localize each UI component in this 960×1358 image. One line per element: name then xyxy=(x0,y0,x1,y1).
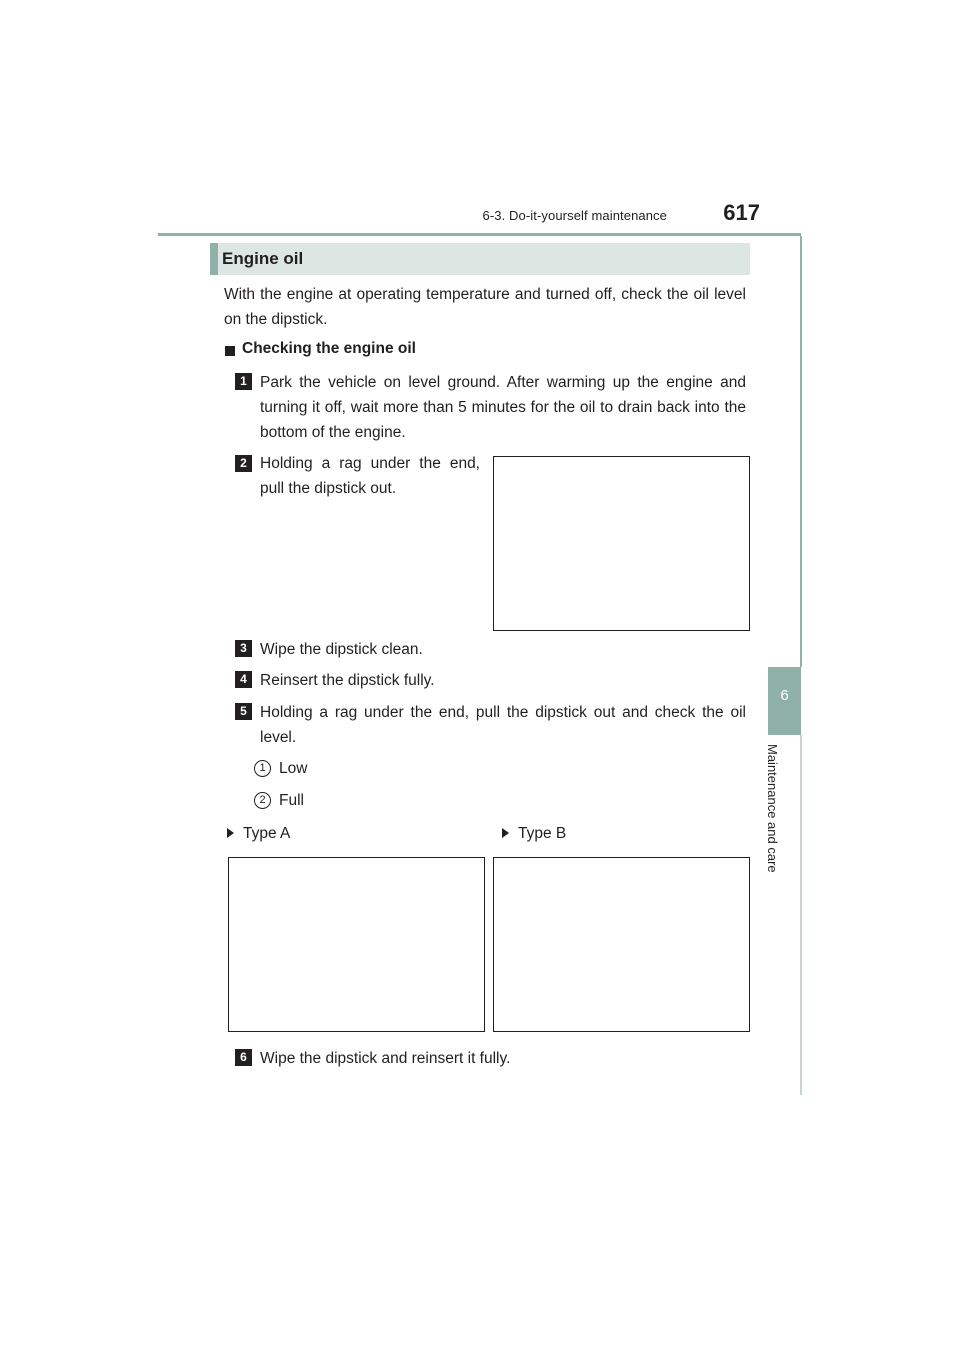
side-rule-top xyxy=(800,236,802,667)
step-text-4: Reinsert the dipstick fully. xyxy=(260,672,435,689)
triangle-bullet-icon xyxy=(502,828,509,838)
section-intro: With the engine at operating temperature and turned off, check the oil level on the dipstick. xyxy=(224,286,746,328)
step-number-6: 6 xyxy=(235,1049,252,1066)
legend-marker-2: 2 xyxy=(254,792,271,809)
type-a-label: Type A xyxy=(243,825,291,842)
step-number-5: 5 xyxy=(235,703,252,720)
step-text-5: Holding a rag under the end, pull the dipstick out and check the oil level. xyxy=(260,704,746,746)
step-text-3: Wipe the dipstick clean. xyxy=(260,641,423,658)
type-b-label: Type B xyxy=(518,825,567,842)
section-heading-accent xyxy=(210,243,218,275)
type-b-figure xyxy=(493,857,750,1032)
legend-marker-1: 1 xyxy=(254,760,271,777)
subsection-title: Checking the engine oil xyxy=(242,340,416,357)
step-text-6: Wipe the dipstick and reinsert it fully. xyxy=(260,1050,511,1067)
chapter-number: 6 xyxy=(780,687,789,704)
triangle-bullet-icon xyxy=(227,828,234,838)
square-bullet-icon xyxy=(225,346,235,356)
chapter-tab xyxy=(768,667,801,735)
chapter-title: Maintenance and care xyxy=(765,744,780,873)
section-title: Engine oil xyxy=(222,249,304,268)
step-text-1: Park the vehicle on level ground. After warming up the engine and turning it off, wait more than 5 minutes for the oil to drain back into the bottom of the engine. xyxy=(260,374,746,441)
legend-label-low: Low xyxy=(279,760,308,777)
side-rule-bottom xyxy=(800,735,802,1095)
step-number-1: 1 xyxy=(235,373,252,390)
type-a-figure xyxy=(228,857,485,1032)
page-number: 617 xyxy=(723,200,760,225)
dipstick-figure xyxy=(493,456,750,631)
header-rule xyxy=(158,233,801,236)
chapter-title-vertical xyxy=(764,740,794,890)
step-number-2: 2 xyxy=(235,455,252,472)
step-number-3: 3 xyxy=(235,640,252,657)
legend-label-full: Full xyxy=(279,792,304,809)
running-header-section: 6-3. Do-it-yourself maintenance xyxy=(482,208,667,223)
step-number-4: 4 xyxy=(235,671,252,688)
step-text-2: Holding a rag under the end, pull the dipstick out. xyxy=(260,455,480,497)
